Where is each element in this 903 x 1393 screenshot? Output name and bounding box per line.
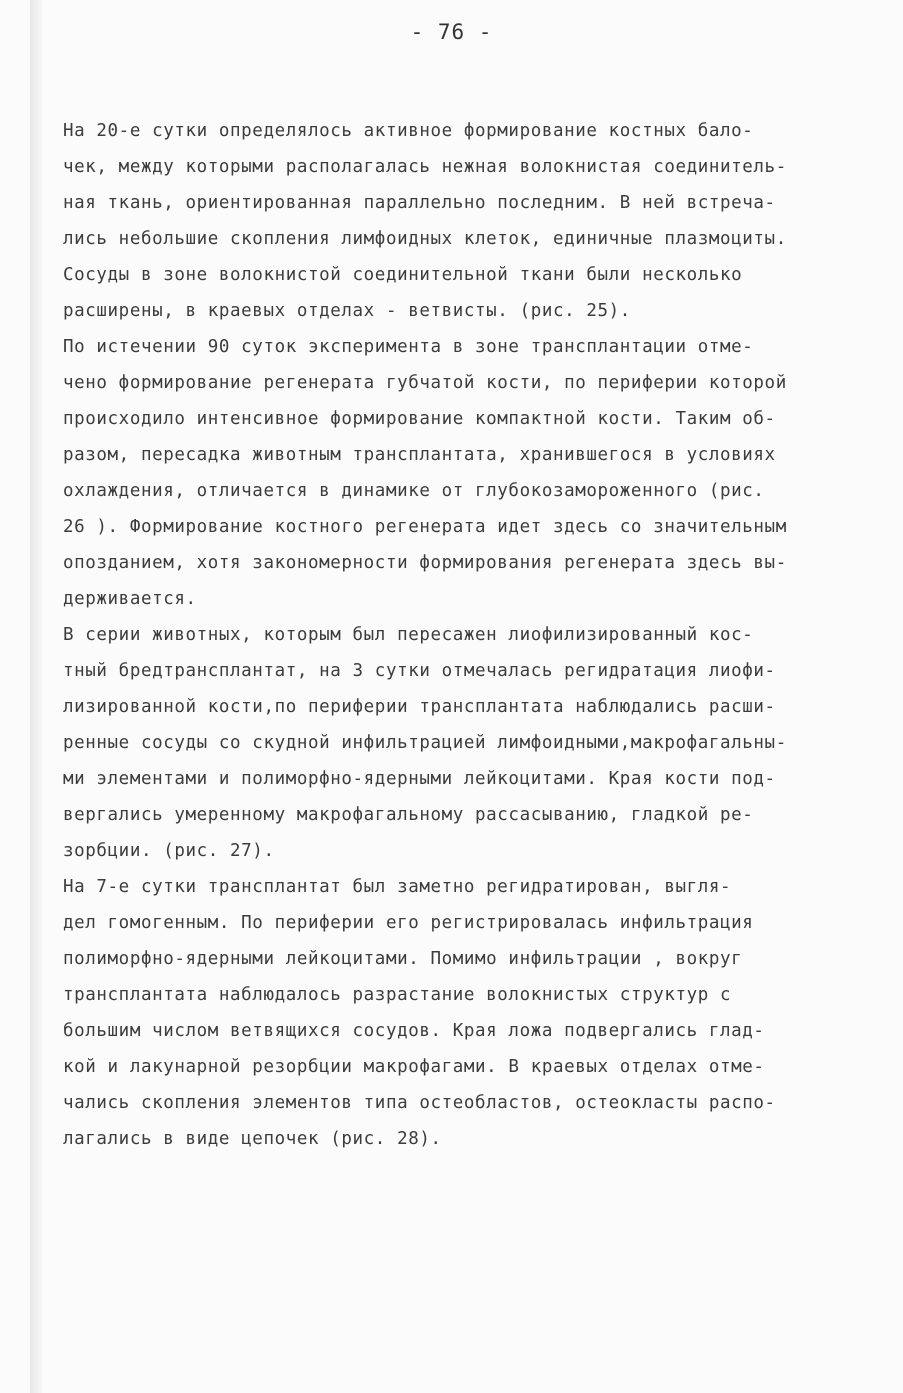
text-line: разом, пересадка животным трансплантата, хранившегося в условиях (63, 445, 776, 465)
text-line: расширены, в краевых отделах - ветвисты. (рис. 25). (63, 301, 631, 321)
text-line: держивается. (63, 589, 197, 609)
page-number: - 76 - (410, 20, 493, 44)
text-line: На 20-е сутки определялось активное формирование костных бало- (63, 121, 754, 141)
text-line: дел гомогенным. По периферии его регистрировалась инфильтрация (63, 913, 754, 933)
text-line: вергались умеренному макрофагальному рассасыванию, гладкой ре- (63, 805, 754, 825)
text-line: чек, между которыми располагалась нежная волокнистая соединитель- (63, 157, 787, 177)
text-line: охлаждения, отличается в динамике от глубокозамороженного (рис. (63, 481, 765, 501)
text-line: чались скопления элементов типа остеобластов, остеокласты распо- (63, 1093, 776, 1113)
text-line: Сосуды в зоне волокнистой соединительной ткани были несколько (63, 265, 743, 285)
text-line: лизированной кости,по периферии трансплантата наблюдались расши- (63, 697, 776, 717)
text-line: трансплантата наблюдалось разрастание волокнистых структур с (63, 985, 732, 1005)
text-line: зорбции. (рис. 27). (63, 841, 275, 861)
text-line: лагались в виде цепочек (рис. 28). (63, 1129, 442, 1149)
text-line: опозданием, хотя закономерности формирования регенерата здесь вы- (63, 553, 787, 573)
text-line: происходило интенсивное формирование компактной кости. Таким об- (63, 409, 776, 429)
text-line: В серии животных, которым был пересажен лиофилизированный кос- (63, 625, 754, 645)
text-line: кой и лакунарной резорбции макрофагами. В краевых отделах отме- (63, 1057, 765, 1077)
text-line: ми элементами и полиморфно-ядерными лейкоцитами. Края кости под- (63, 769, 776, 789)
binding-shadow (30, 0, 42, 1393)
text-line: ренные сосуды со скудной инфильтрацией лимфоидными,макрофагальны- (63, 733, 787, 753)
text-line: лись небольшие скопления лимфоидных клеток, единичные плазмоциты. (63, 229, 787, 249)
text-line: 26 ). Формирование костного регенерата идет здесь со значительным (63, 517, 787, 537)
text-line: чено формирование регенерата губчатой кости, по периферии которой (63, 373, 787, 393)
text-line: По истечении 90 суток эксперимента в зоне трансплантации отме- (63, 337, 754, 357)
text-line: На 7-е сутки трансплантат был заметно регидратирован, выгля- (63, 877, 732, 897)
text-line: ная ткань, ориентированная параллельно последним. В ней встреча- (63, 193, 776, 213)
text-line: тный бредтрансплантат, на 3 сутки отмечалась регидратация лиофи- (63, 661, 776, 681)
text-line: большим числом ветвящихся сосудов. Края ложа подвергались глад- (63, 1021, 765, 1041)
text-line: полиморфно-ядерными лейкоцитами. Помимо инфильтрации , вокруг (63, 949, 743, 969)
